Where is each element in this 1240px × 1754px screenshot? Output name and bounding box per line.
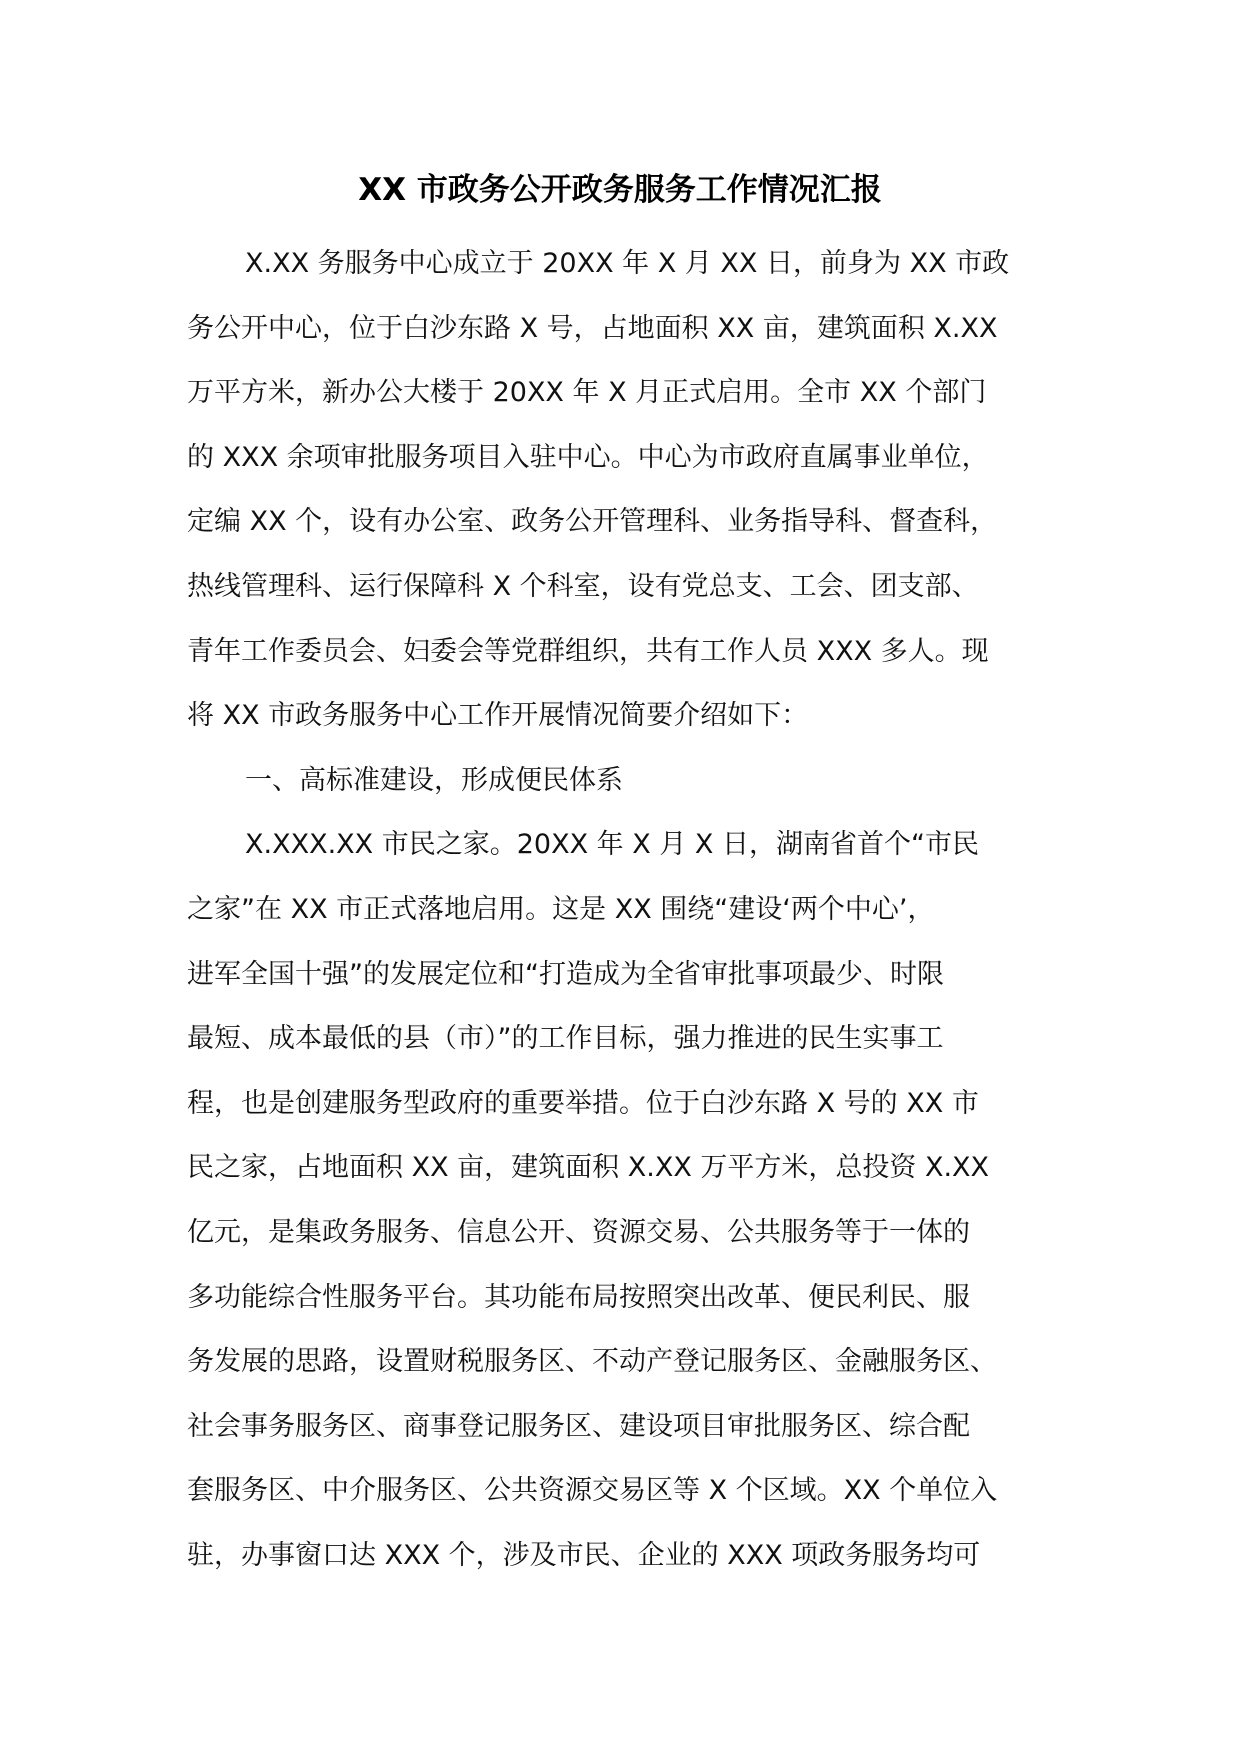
document-title: XX 市政务公开政务服务工作情况汇报: [358, 172, 882, 208]
body-text-line: 务公开中心，位于白沙东路 X 号，占地面积 XX 亩，建筑面积 X.XX: [187, 312, 998, 344]
body-text-line: 万平方米，新办公大楼于 20XX 年 X 月正式启用。全市 XX 个部门: [187, 377, 987, 409]
body-text-line: 进军全国十强”的发展定位和“打造成为全省审批事项最少、时限: [187, 958, 944, 990]
body-text-line: 青年工作委员会、妇委会等党群组织，共有工作人员 XXX 多人。现: [187, 635, 989, 667]
body-text-line: 热线管理科、运行保障科 X 个科室，设有党总支、工会、团支部、: [187, 570, 979, 602]
body-text-line: 民之家，占地面积 XX 亩，建筑面积 X.XX 万平方米，总投资 X.XX: [187, 1152, 990, 1184]
body-text-line: 最短、成本最低的县（市）”的工作目标，强力推进的民生实事工: [187, 1023, 944, 1055]
body-text-line: 驻，办事窗口达 XXX 个，涉及市民、企业的 XXX 项政务服务均可: [187, 1539, 981, 1571]
body-text-line: 之家”在 XX 市正式落地启用。这是 XX 围绕“建设‘两个中心’，: [187, 893, 935, 925]
body-text-line: 一、高标准建设，形成便民体系: [245, 764, 623, 796]
body-text-line: X.XX 务服务中心成立于 20XX 年 X 月 XX 日，前身为 XX 市政: [245, 248, 1010, 279]
body-text-line: 将 XX 市政务服务中心工作开展情况简要介绍如下：: [187, 700, 809, 732]
body-text-line: 亿元，是集政务服务、信息公开、资源交易、公共服务等于一体的: [187, 1216, 970, 1248]
body-text-line: 的 XXX 余项审批服务项目入驻中心。中心为市政府直属事业单位，: [187, 441, 989, 473]
document-body: [187, 232, 1067, 1588]
body-text-line: 社会事务服务区、商事登记服务区、建设项目审批服务区、综合配: [187, 1410, 970, 1442]
body-text-line: 程，也是创建服务型政府的重要举措。位于白沙东路 X 号的 XX 市: [187, 1087, 979, 1119]
body-text-line: 务发展的思路，设置财税服务区、不动产登记服务区、金融服务区、: [187, 1346, 997, 1378]
body-text-line: 多功能综合性服务平台。其功能布局按照突出改革、便民利民、服: [187, 1281, 970, 1313]
body-text-line: 套服务区、中介服务区、公共资源交易区等 X 个区域。XX 个单位入: [187, 1475, 998, 1507]
body-text-line: 定编 XX 个，设有办公室、政务公开管理科、业务指导科、督查科，: [187, 506, 998, 538]
body-text-line: X.XXX.XX 市民之家。20XX 年 X 月 X 日，湖南省首个“市民: [245, 829, 979, 861]
